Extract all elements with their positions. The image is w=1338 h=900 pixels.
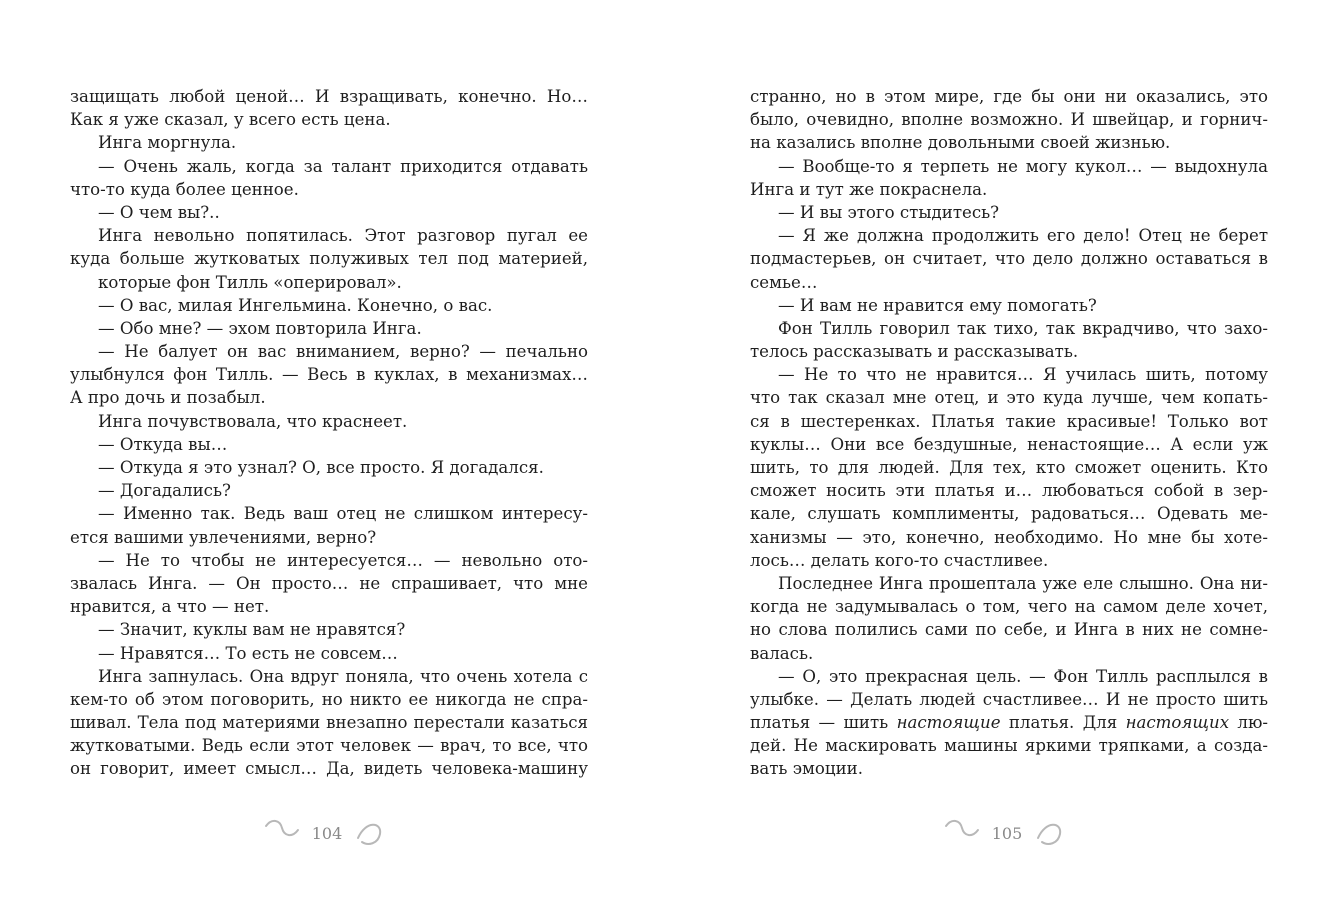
text-line: — Откуда я это узнал? О, все просто. Я догадался. xyxy=(98,458,544,477)
text-line: — Не то чтобы не интересуется… — невольно ото- xyxy=(98,550,588,570)
text-line: А про дочь и позабыл. xyxy=(70,388,266,408)
text-line: валась. xyxy=(750,643,814,663)
text-line: подмастерьев, он считает, что дело должно оставаться в xyxy=(750,249,1268,269)
text-line: — Вообще-то я терпеть не могу кукол… — выдохнула xyxy=(778,156,1268,176)
text-line: — И вы этого стыдитесь? xyxy=(778,202,1000,222)
text-line: — Догадались? xyxy=(98,481,231,501)
text-line: защищать любой ценой… И взращивать, конечно. Но… xyxy=(70,87,588,106)
right-page-text xyxy=(750,85,1268,781)
text-line: он говорит, имеет смысл… Да, видеть человека-машину xyxy=(70,759,588,779)
text-line: странно, но в этом мире, где бы они ни оказались, это xyxy=(750,87,1268,106)
text-line: Последнее Инга прошептала уже еле слышно. Она ни- xyxy=(778,573,1268,593)
text-line: Инга и тут же покраснела. xyxy=(750,179,988,199)
text-line: — О вас, милая Ингельмина. Конечно, о вас. xyxy=(98,295,493,315)
text-line: кале, слушать комплименты, радоваться… Одевать ме- xyxy=(750,504,1268,524)
text-line: но слова полились сами по себе, и Инга в них не сомне- xyxy=(750,620,1268,640)
text-line: — О, это прекрасная цель. — Фон Тилль расплылся в xyxy=(778,666,1268,686)
text-line: сможет носить эти платья и… любоваться собой в зер- xyxy=(750,481,1268,501)
text-line: улыбнулся фон Тилль. — Весь в куклах, в механизмах… xyxy=(70,365,588,385)
text-line: куклы… Они все бездушные, ненастоящие… А если уж xyxy=(750,434,1268,454)
text-line: платья — шить настоящие платья. Для настоящих лю- xyxy=(750,713,1268,733)
text-line: — Значит, куклы вам не нравятся? xyxy=(98,620,406,640)
text-line: кем-то об этом поговорить, но никто ее никогда не спра- xyxy=(70,689,588,709)
text-line: ся в шестеренках. Платья такие красивые! Только вот xyxy=(750,411,1268,431)
text-line: шивал. Тела под материями внезапно перестали казаться xyxy=(70,713,588,733)
text-line: — Обо мне? — эхом повторила Инга. xyxy=(98,318,422,338)
left-page-folio xyxy=(262,816,392,852)
text-line: звалась Инга. — Он просто… не спрашивает, что мне xyxy=(70,573,588,593)
text-line: — Очень жаль, когда за талант приходится отдавать xyxy=(98,156,588,176)
text-line: куда больше жутковатых полуживых тел под материей, xyxy=(70,249,588,269)
text-line: семье… xyxy=(750,272,818,292)
text-line: что-то куда более ценное. xyxy=(70,179,299,199)
text-line: Фон Тилль говорил так тихо, так вкрадчиво, что захо- xyxy=(778,318,1268,338)
text-line: Инга запнулась. Она вдруг поняла, что очень хотела с xyxy=(98,666,588,686)
text-line: было, очевидно, вполне возможно. И швейцар, и горнич- xyxy=(750,110,1268,130)
text-line: жутковатыми. Ведь если этот человек — врач, то все, что xyxy=(70,736,588,756)
text-line: Как я уже сказал, у всего есть цена. xyxy=(70,110,391,130)
text-line: — Нравятся… То есть не совсем… xyxy=(98,643,398,663)
text-line: вать эмоции. xyxy=(750,759,863,779)
text-line: — Я же должна продолжить его дело! Отец не берет xyxy=(778,226,1268,246)
text-line: — О чем вы?.. xyxy=(98,202,220,222)
left-page-text xyxy=(70,85,588,781)
page-number: 105 xyxy=(991,824,1023,843)
text-line: нравится, а что — нет. xyxy=(70,597,270,617)
text-line: — Не то что не нравится… Я училась шить, потому xyxy=(778,365,1268,385)
text-line: ханизмы — это, конечно, необходимо. Но мне бы хоте- xyxy=(750,527,1268,547)
text-line: на казались вполне довольными своей жизнью. xyxy=(750,133,1171,153)
text-line: что так сказал мне отец, и это куда лучше, чем копать- xyxy=(750,388,1268,408)
text-line: — И вам не нравится ему помогать? xyxy=(778,295,1097,315)
right-page-folio xyxy=(942,816,1072,852)
text-line: — Не балует он вас вниманием, верно? — печально xyxy=(98,342,588,362)
text-line: когда не задумывалась о том, чего на самом деле хочет, xyxy=(750,597,1268,617)
text-line: ется вашими увлечениями, верно? xyxy=(70,527,377,547)
text-line: улыбке. — Делать людей счастливее… И не просто шить xyxy=(750,689,1268,709)
text-line: Инга невольно попятилась. Этот разговор пугал ее xyxy=(98,226,588,246)
text-line: Инга моргнула. xyxy=(98,133,237,153)
text-line: Инга почувствовала, что краснеет. xyxy=(98,411,408,431)
text-line: которые фон Тилль «оперировал». xyxy=(98,272,402,292)
text-line: — Откуда вы… xyxy=(98,434,228,454)
page-number: 104 xyxy=(311,824,343,843)
text-line: лось… делать кого-то счастливее. xyxy=(750,550,1049,570)
text-line: телось рассказывать и рассказывать. xyxy=(750,342,1079,362)
text-line: — Именно так. Ведь ваш отец не слишком интересу- xyxy=(98,504,588,524)
text-line: дей. Не маскировать машины яркими тряпками, а созда- xyxy=(750,736,1268,756)
text-line: шить, то для людей. Для тех, кто сможет оценить. Кто xyxy=(750,458,1268,477)
